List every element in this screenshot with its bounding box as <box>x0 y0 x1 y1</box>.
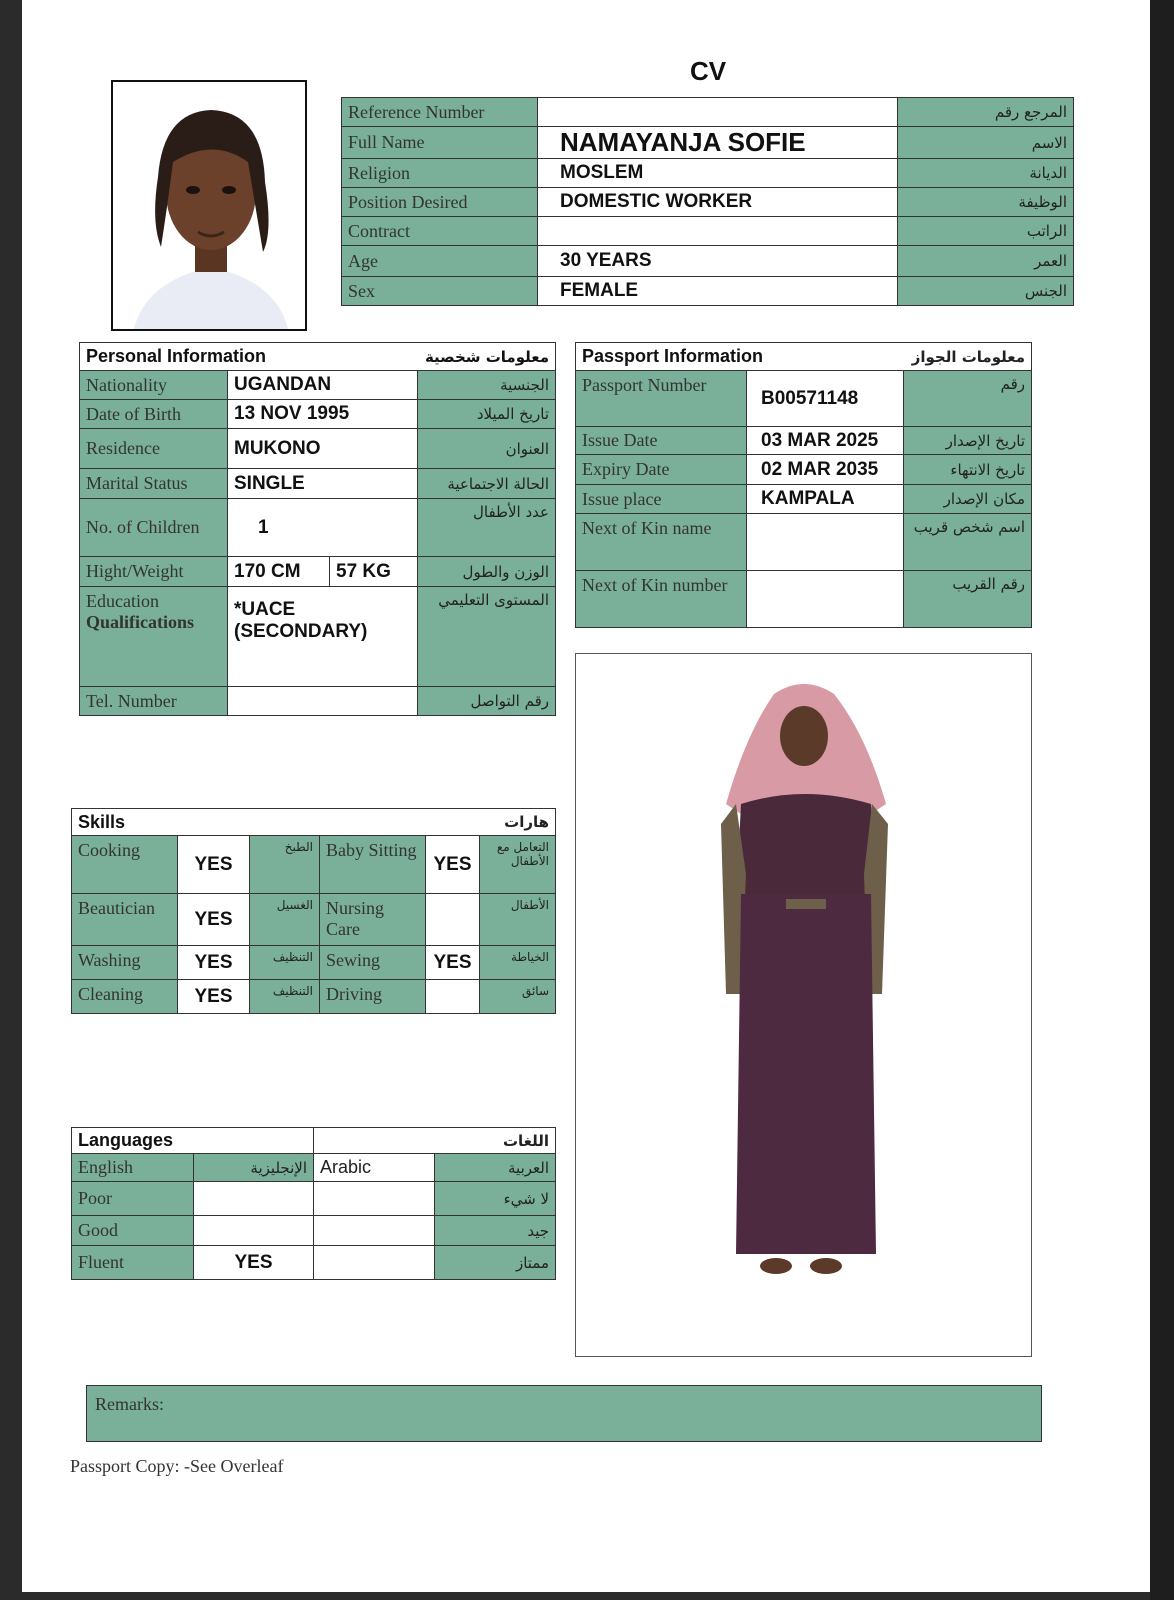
personal-row-label-ar: الحالة الاجتماعية <box>418 469 556 499</box>
languages-header-row <box>72 1154 556 1182</box>
top-row-label: Full Name <box>342 127 538 159</box>
personal-row-label: Residence <box>80 429 228 469</box>
education-label-1: Education <box>86 591 159 611</box>
top-row-label-ar: العمر <box>898 246 1074 277</box>
headshot-image <box>113 82 307 331</box>
skills-row <box>72 894 556 946</box>
weight-value: 57 KG <box>330 557 418 587</box>
skill-label: Beautician <box>72 894 178 946</box>
remarks-label: Remarks: <box>95 1394 164 1414</box>
personal-title-ar: معلومات شخصية <box>330 343 556 371</box>
language-level-label: Good <box>72 1216 194 1246</box>
passport-row-label-ar: تاريخ الانتهاء <box>904 455 1032 485</box>
top-row <box>342 127 1074 159</box>
top-row-label-ar: الوظيفة <box>898 188 1074 217</box>
passport-row <box>576 427 1032 455</box>
skill-value: YES <box>178 894 250 946</box>
personal-row <box>80 400 556 429</box>
top-row-value <box>538 98 898 127</box>
personal-row-label: Date of Birth <box>80 400 228 429</box>
passport-row-label-ar: تاريخ الإصدار <box>904 427 1032 455</box>
cv-page <box>22 0 1150 1592</box>
personal-row-label-ar: العنوان <box>418 429 556 469</box>
top-info-table <box>341 97 1074 306</box>
passport-row-label: Issue Date <box>576 427 747 455</box>
skill-label: Driving <box>320 980 426 1014</box>
passport-row <box>576 455 1032 485</box>
passport-row-value: KAMPALA <box>747 485 904 514</box>
cv-title: CV <box>690 56 727 86</box>
passport-title-ar: معلومات الجواز <box>904 343 1032 371</box>
passport-info-table <box>575 342 1032 628</box>
skill-value <box>426 894 480 946</box>
passport-row-label-ar: مكان الإصدار <box>904 485 1032 514</box>
top-row-value: 30 YEARS <box>538 246 898 277</box>
arabic-label-ar: العربية <box>435 1154 556 1182</box>
top-row <box>342 98 1074 127</box>
personal-row-value: 1 <box>228 499 418 557</box>
tel-value <box>228 687 418 716</box>
tel-label: Tel. Number <box>80 687 228 716</box>
top-row-label: Age <box>342 246 538 277</box>
education-label <box>80 587 228 687</box>
top-row <box>342 246 1074 277</box>
skill-label-ar: التنظيف <box>250 946 320 980</box>
height-value: 170 CM <box>228 557 330 587</box>
personal-title: Personal Information <box>80 343 330 371</box>
arabic-label: Arabic <box>314 1154 435 1182</box>
skill-value: YES <box>178 946 250 980</box>
language-level-label-ar: جيد <box>435 1216 556 1246</box>
english-level-value <box>194 1216 314 1246</box>
personal-row-label: Nationality <box>80 371 228 400</box>
headshot-photo <box>111 80 307 331</box>
top-row-label: Reference Number <box>342 98 538 127</box>
skills-row <box>72 946 556 980</box>
personal-row-value: UGANDAN <box>228 371 418 400</box>
skills-row <box>72 980 556 1014</box>
page-edge <box>1150 0 1174 1600</box>
footer-note: Passport Copy: -See Overleaf <box>70 1456 284 1476</box>
full-body-image <box>576 654 1030 1355</box>
top-row-value: DOMESTIC WORKER <box>538 188 898 217</box>
passport-row-value: B00571148 <box>747 371 904 427</box>
language-row <box>72 1216 556 1246</box>
personal-row <box>80 371 556 400</box>
passport-row-label: Expiry Date <box>576 455 747 485</box>
languages-title-ar: اللغات <box>314 1128 556 1154</box>
skill-label: Nursing Care <box>320 894 426 946</box>
arabic-level-value <box>314 1246 435 1280</box>
skill-value: YES <box>178 836 250 894</box>
education-label-ar: المستوى التعليمي <box>418 587 556 687</box>
skills-title: Skills <box>72 809 320 836</box>
personal-row <box>80 469 556 499</box>
skill-label: Cleaning <box>72 980 178 1014</box>
skill-value <box>426 980 480 1014</box>
personal-row <box>80 429 556 469</box>
skill-label-ar: الغسيل <box>250 894 320 946</box>
personal-row-label: Marital Status <box>80 469 228 499</box>
language-level-label: Fluent <box>72 1246 194 1280</box>
skills-table <box>71 808 556 1014</box>
top-row-value: NAMAYANJA SOFIE <box>538 127 898 159</box>
skill-label-ar: التنظيف <box>250 980 320 1014</box>
education-row <box>80 587 556 687</box>
skill-value: YES <box>426 946 480 980</box>
skill-label: Sewing <box>320 946 426 980</box>
skill-label: Washing <box>72 946 178 980</box>
top-row-label-ar: الديانة <box>898 159 1074 188</box>
top-row-label-ar: الراتب <box>898 217 1074 246</box>
english-level-value <box>194 1182 314 1216</box>
personal-row <box>80 499 556 557</box>
personal-row-label-ar: تاريخ الميلاد <box>418 400 556 429</box>
skill-label-ar: الخياطة <box>480 946 556 980</box>
passport-row-label: Issue place <box>576 485 747 514</box>
skill-label-ar: الأطفال <box>480 894 556 946</box>
hw-label-ar: الوزن والطول <box>418 557 556 587</box>
top-row <box>342 188 1074 217</box>
personal-row-value: SINGLE <box>228 469 418 499</box>
top-row-label: Position Desired <box>342 188 538 217</box>
passport-row <box>576 514 1032 571</box>
arabic-level-value <box>314 1182 435 1216</box>
passport-row-label: Passport Number <box>576 371 747 427</box>
english-label-ar: الإنجليزية <box>194 1154 314 1182</box>
passport-row <box>576 485 1032 514</box>
skill-label-ar: التعامل مع الأطفال <box>480 836 556 894</box>
passport-row-label-ar: رقم <box>904 371 1032 427</box>
top-row <box>342 277 1074 306</box>
skill-label-ar: سائق <box>480 980 556 1014</box>
skill-value: YES <box>426 836 480 894</box>
language-level-label-ar: لا شيء <box>435 1182 556 1216</box>
language-level-label: Poor <box>72 1182 194 1216</box>
personal-info-table <box>79 342 556 716</box>
personal-row-label-ar: الجنسية <box>418 371 556 400</box>
passport-row-label: Next of Kin name <box>576 514 747 571</box>
top-row-label-ar: المرجع رقم <box>898 98 1074 127</box>
passport-row <box>576 571 1032 628</box>
skills-row <box>72 836 556 894</box>
education-label-2: Qualifications <box>86 612 195 632</box>
full-body-photo <box>575 653 1032 1357</box>
top-row-label: Contract <box>342 217 538 246</box>
passport-row <box>576 371 1032 427</box>
skill-value: YES <box>178 980 250 1014</box>
passport-row-value: 02 MAR 2035 <box>747 455 904 485</box>
english-label: English <box>72 1154 194 1182</box>
personal-row-value: 13 NOV 1995 <box>228 400 418 429</box>
language-row <box>72 1246 556 1280</box>
language-level-label-ar: ممتاز <box>435 1246 556 1280</box>
top-row-value: FEMALE <box>538 277 898 306</box>
passport-row-label-ar: اسم شخص قريب <box>904 514 1032 571</box>
skill-label: Cooking <box>72 836 178 894</box>
top-row-value <box>538 217 898 246</box>
top-row <box>342 217 1074 246</box>
education-value: *UACE (SECONDARY) <box>228 587 418 687</box>
top-row-value: MOSLEM <box>538 159 898 188</box>
passport-row-value: 03 MAR 2025 <box>747 427 904 455</box>
personal-row-label: No. of Children <box>80 499 228 557</box>
tel-row <box>80 687 556 716</box>
passport-row-value <box>747 571 904 628</box>
top-row-label: Sex <box>342 277 538 306</box>
languages-title: Languages <box>72 1128 314 1154</box>
skill-label-ar: الطبخ <box>250 836 320 894</box>
top-row <box>342 159 1074 188</box>
top-row-label-ar: الاسم <box>898 127 1074 159</box>
top-row-label: Religion <box>342 159 538 188</box>
top-row-label-ar: الجنس <box>898 277 1074 306</box>
arabic-level-value <box>314 1216 435 1246</box>
tel-label-ar: رقم التواصل <box>418 687 556 716</box>
skill-label: Baby Sitting <box>320 836 426 894</box>
skills-title-ar: هارات <box>320 809 556 836</box>
remarks-box <box>86 1385 1042 1442</box>
passport-row-value <box>747 514 904 571</box>
passport-title: Passport Information <box>576 343 904 371</box>
languages-table <box>71 1127 556 1280</box>
hw-row <box>80 557 556 587</box>
passport-row-label-ar: رقم القريب <box>904 571 1032 628</box>
language-row <box>72 1182 556 1216</box>
hw-label: Hight/Weight <box>80 557 228 587</box>
passport-row-label: Next of Kin number <box>576 571 747 628</box>
personal-row-label-ar: عدد الأطفال <box>418 499 556 557</box>
english-level-value: YES <box>194 1246 314 1280</box>
personal-row-value: MUKONO <box>228 429 418 469</box>
